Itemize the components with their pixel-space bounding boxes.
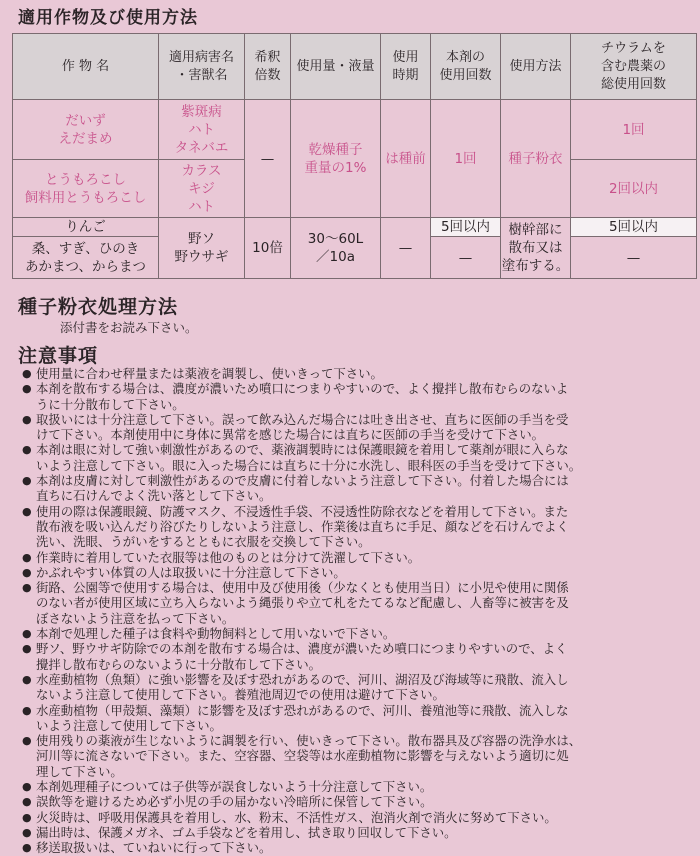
caution-item: [22, 366, 692, 381]
caution-text: いよう注意して下さい。眼に入った場合には直ちに十分に水洗し、眼科医の手当を受けて下さい。: [36, 457, 582, 473]
bullet-icon: ●: [22, 581, 32, 595]
caution-item: [22, 825, 692, 840]
caution-item: [22, 442, 692, 473]
count-trees: —: [431, 237, 501, 279]
caution-text: 漏出時は、保護メガネ、ゴム手袋などを着用し、拭き取り回収して下さい。: [36, 824, 457, 840]
caution-text: 街路、公園等で使用する場合は、使用中及び使用後（少なくとも使用当日）に小児や使用に関係: [36, 580, 569, 596]
caution-text: 洗い、洗眼、うがいをするとともに衣服を交換して下さい。: [36, 534, 371, 550]
crop-trees: 桑、すぎ、ひのき あかまつ、からまつ: [13, 237, 159, 279]
crop-corn: とうもろこし 飼料用とうもろこし: [13, 160, 159, 218]
seed-section-title: 種子粉衣処理方法: [18, 296, 179, 318]
caution-text: けて下さい。本剤使用中に身体に異常を感じた場合には直ちに医師の手当を受けて下さい。: [36, 427, 545, 443]
bullet-icon: ●: [22, 367, 32, 380]
caution-text: のない者が使用区域に立ち入らないよう縄張りや立て札をたてるなど配慮し、人畜等に被害を及: [36, 595, 569, 611]
caution-text: 理して下さい。: [36, 763, 123, 779]
header-crop: 作 物 名: [13, 34, 159, 100]
dilution-seed: —: [245, 100, 291, 218]
bullet-icon: ●: [22, 412, 32, 426]
pest-trees: 野ソ 野ウサギ: [159, 218, 245, 279]
caution-text: 本剤処理種子については子供等が誤食しないよう十分注意して下さい。: [36, 779, 433, 795]
caution-text: ぼさないよう注意を払って下さい。: [36, 610, 235, 626]
total-daizu: 1回: [571, 100, 697, 160]
method-trees: 樹幹部に 散布又は 塗布する。: [501, 218, 571, 279]
caution-text: 野ソ、野ウサギ防除での本剤を散布する場合は、濃度が濃いため噴口につまりやすいので、よく: [36, 641, 568, 657]
usage-table: [12, 33, 697, 279]
caution-text: 火災時は、呼吸用保護具を着用し、水、粉末、不活性ガス、泡消火剤で消火に努めて下さい。: [36, 809, 557, 825]
caution-text: 移送取扱いは、ていねいに行って下さい。: [36, 840, 272, 856]
caution-text: 水産動植物（魚類）に強い影響を及ぼす恐れがあるので、河川、湖沼及び海域等に飛散、流入し: [36, 671, 569, 687]
caution-item: [22, 810, 692, 825]
caution-text: 散布液を吸い込んだり浴びたりしないよう注意し、作業後は直ちに手足、顔などを石けんでよく: [36, 518, 569, 534]
bullet-icon: ●: [22, 825, 32, 839]
amount-seed: 乾燥種子 重量の1%: [291, 100, 381, 218]
header-pest: 適用病害名 ・害獣名: [159, 34, 245, 100]
caution-text: 使用の際は保護眼鏡、防護マスク、不浸透性手袋、不浸透性防除衣などを着用して下さい。また: [36, 503, 569, 519]
bullet-icon: ●: [22, 443, 32, 457]
bullet-icon: ●: [22, 734, 32, 748]
caution-text: 本剤は皮膚に対して刺激性があるので皮膚に付着しないよう注意して下さい。付着した場合には: [36, 473, 569, 489]
bullet-icon: ●: [22, 672, 32, 686]
header-total: チウラムを 含む農薬の 総使用回数: [571, 34, 697, 100]
caution-text: ないよう注意して使用して下さい。養殖池周辺での使用は避けて下さい。: [36, 687, 445, 703]
caution-item: [22, 779, 692, 794]
amount-trees: 30〜60L ／10a: [291, 218, 381, 279]
header-amount: 使用量・液量: [291, 34, 381, 100]
caution-text: 取扱いには十分注意して下さい。誤って飲み込んだ場合には吐き出させ、直ちに医師の手当を受: [36, 411, 569, 427]
caution-item: [22, 473, 692, 504]
caution-list: [22, 366, 692, 856]
caution-item: [22, 626, 692, 641]
crop-daizu: だいず えだまめ: [13, 100, 159, 160]
caution-text: 河川等に流さないで下さい。また、空容器、空袋等は水産動植物に影響を与えないよう適切に処: [36, 748, 569, 764]
usage-section-title: 適用作物及び使用方法: [18, 8, 198, 28]
caution-item: [22, 504, 692, 550]
crop-apple: りんご: [13, 218, 159, 237]
caution-item: [22, 794, 692, 809]
caution-text: 水産動植物（甲殻類、藻類）に影響を及ぼす恐れがあるので、河川、養殖池等に飛散、流入しな: [36, 702, 569, 718]
method-seed: 種子粉衣: [501, 100, 571, 218]
caution-text: 使用残りの薬液が生じないように調製を行い、使いきって下さい。散布器具及び容器の洗浄水は、: [36, 733, 582, 749]
caution-item: [22, 565, 692, 580]
caution-text: うに十分散布して下さい。: [36, 396, 185, 412]
caution-text: かぶれやすい体質の人は取扱いに十分注意して下さい。: [36, 564, 346, 580]
caution-text: 作業時に着用していた衣服等は他のものとは分けて洗濯して下さい。: [36, 549, 421, 565]
caution-text: いよう注意して使用して下さい。: [36, 717, 222, 733]
bullet-icon: ●: [22, 504, 32, 518]
header-method: 使用方法: [501, 34, 571, 100]
header-dilution: 希釈 倍数: [245, 34, 291, 100]
dilution-trees: 10倍: [245, 218, 291, 279]
caution-text: 本剤で処理した種子は食料や動物飼料として用いないで下さい。: [36, 626, 396, 642]
seed-note: 添付書をお読み下さい。: [60, 320, 198, 335]
caution-text: 使用量に合わせ秤量または薬液を調製し、使いきって下さい。: [36, 366, 383, 381]
bullet-icon: ●: [22, 810, 32, 824]
caution-item: [22, 550, 692, 565]
caution-item: [22, 733, 692, 779]
caution-item: [22, 840, 692, 855]
header-timing: 使用 時期: [381, 34, 431, 100]
bullet-icon: ●: [22, 627, 32, 641]
header-count: 本剤の 使用回数: [431, 34, 501, 100]
pest-corn: カラス キジ ハト: [159, 160, 245, 218]
bullet-icon: ●: [22, 841, 32, 855]
bullet-icon: ●: [22, 382, 32, 396]
timing-trees: —: [381, 218, 431, 279]
total-corn: 2回以内: [571, 160, 697, 218]
caution-text: 攪拌し散布むらのないように十分散布して下さい。: [36, 656, 321, 672]
caution-item: [22, 641, 692, 672]
bullet-icon: ●: [22, 703, 32, 717]
bullet-icon: ●: [22, 474, 32, 488]
bullet-icon: ●: [22, 642, 32, 656]
total-trees: —: [571, 237, 697, 279]
caution-item: [22, 381, 692, 412]
caution-item: [22, 412, 692, 443]
caution-text: 本剤を散布する場合は、濃度が濃いため噴口につまりやすいので、よく攪拌し散布むらのないよ: [36, 381, 569, 397]
bullet-icon: ●: [22, 795, 32, 809]
caution-section-title: 注意事項: [18, 345, 99, 367]
count-seed: 1回: [431, 100, 501, 218]
caution-item: [22, 703, 692, 734]
caution-item: [22, 580, 692, 626]
caution-text: 誤飲等を避けるため必ず小児の手の届かない冷暗所に保管して下さい。: [36, 794, 433, 810]
caution-text: 直ちに石けんでよく洗い落として下さい。: [36, 488, 272, 504]
bullet-icon: ●: [22, 780, 32, 794]
pest-daizu: 紫斑病 ハト タネバエ: [159, 100, 245, 160]
bullet-icon: ●: [22, 565, 32, 579]
total-apple: 5回以内: [571, 218, 697, 237]
count-apple: 5回以内: [431, 218, 501, 237]
timing-seed: は種前: [381, 100, 431, 218]
caution-text: 本剤は眼に対して強い刺激性があるので、薬液調製時には保護眼鏡を着用して薬剤が眼に入らな: [36, 442, 569, 458]
caution-item: [22, 672, 692, 703]
bullet-icon: ●: [22, 550, 32, 564]
